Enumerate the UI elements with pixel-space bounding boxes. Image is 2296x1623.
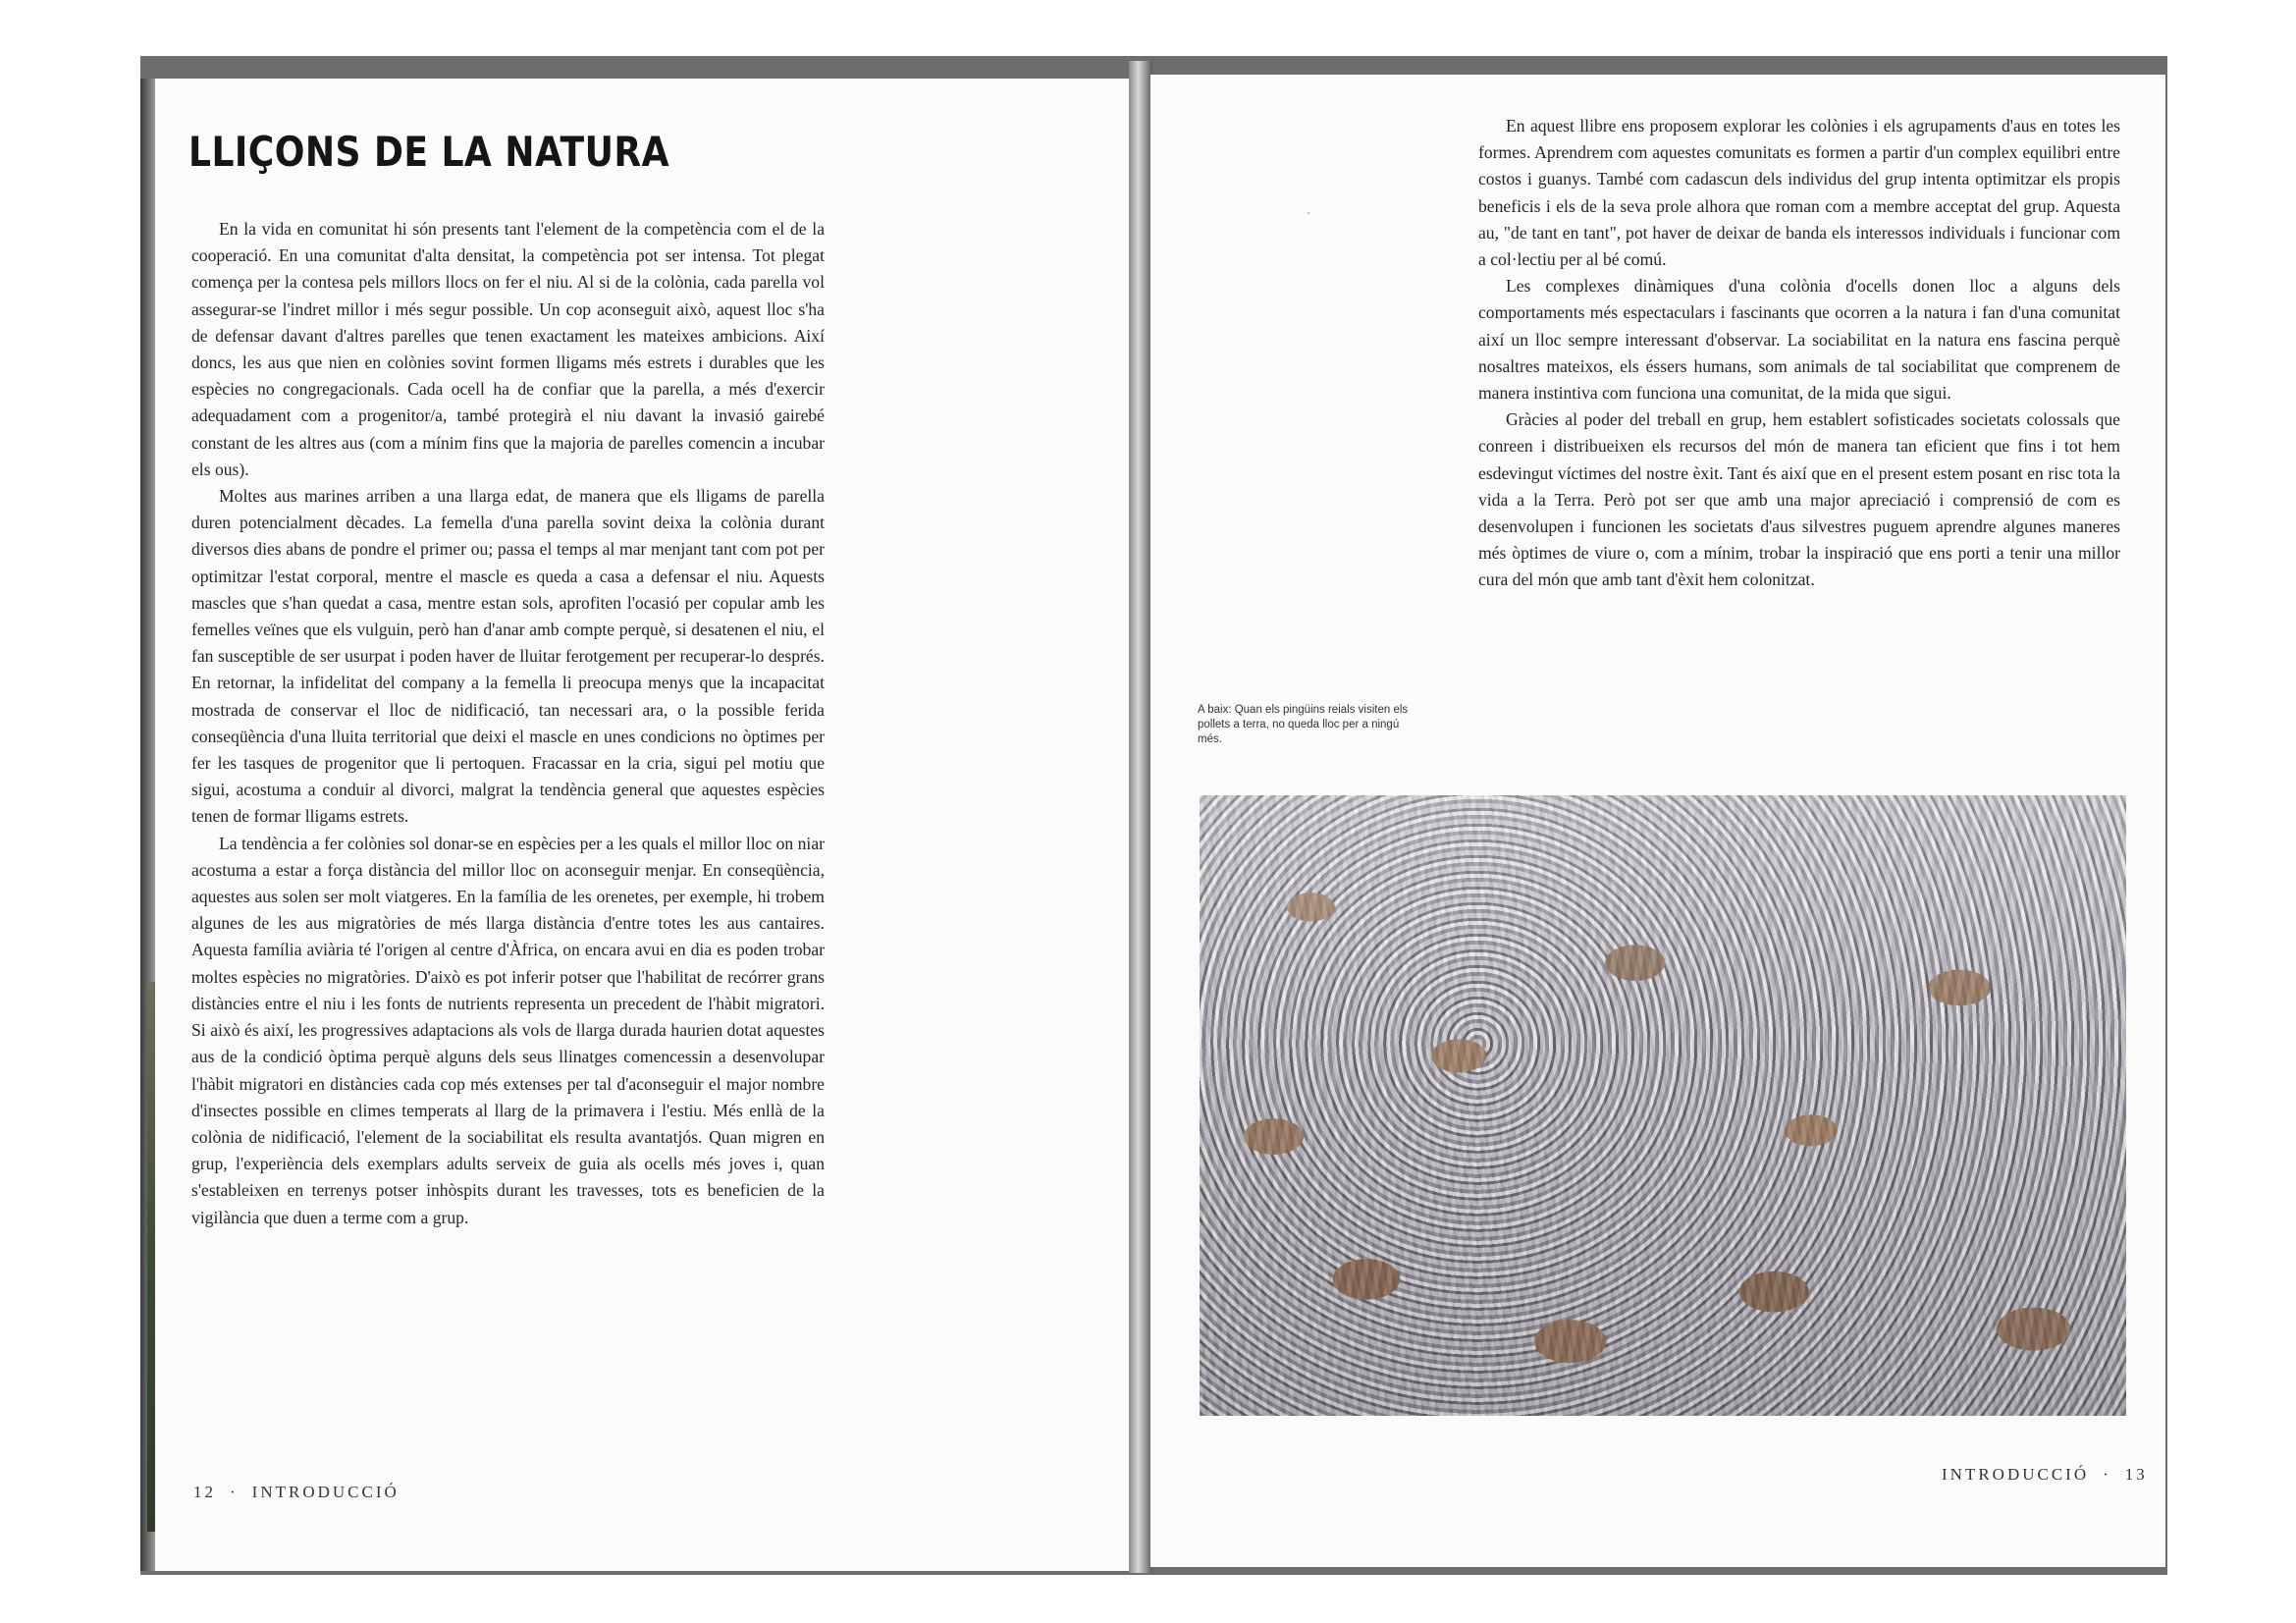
photo-caption: A baix: Quan els pingüins reials visiten els pollets a terra, no queda lloc per a ningú més. (1198, 704, 1409, 745)
paragraph: Les complexes dinàmiques d'una colònia d'ocells donen lloc a alguns dels comportaments més espectaculars i fascinants que ocorren a la natura i fan d'una comunitat així un lloc sempre interessant d'observar. La sociabilitat en la natura ens fascina perquè nosaltres mateixos, els éssers humans, som animals de tal sociabilitat que comprenem de manera instintiva com funciona una comunitat, de la mida que sigui. (1478, 276, 2120, 404)
left-body-text (191, 216, 825, 1231)
book-gutter (1129, 61, 1152, 1573)
right-folio (1942, 1465, 2148, 1485)
scan-speck (1308, 212, 1309, 214)
page-number: 13 (2124, 1465, 2148, 1484)
paragraph: En la vida en comunitat hi són presents tant l'element de la competència com el de la cooperació. En una comunitat d'alta densitat, la competència pot ser intensa. Tot plegat comença per la contesa pels millors llocs on fer el niu. Al si de la colònia, cada parella vol assegurar-se l'indret millor i més segur possible. Un cop aconseguit això, aquest lloc s'ha de defensar davant d'altres parelles que tenen exactament les mateixes ambicions. Així doncs, les aus que nien en colònies sovint formen lligams més estrets i durables que les espècies no congregacionals. Cada ocell ha de confiar que la parella, a més d'exercir adequadament com a progenitor/a, també protegirà el niu davant la invasió gairebé constant de les altres aus (com a mínim fins que la majoria de parelles comencin a incubar els ous). (191, 219, 825, 479)
folio-separator: · (2103, 1465, 2111, 1484)
running-head: INTRODUCCIÓ (1942, 1465, 2090, 1484)
left-page (155, 79, 1137, 1571)
paragraph: Gràcies al poder del treball en grup, hem establert sofisticades societats colossals que conreen i distribueixen els recursos del món de manera tan eficient que fins i tot hem esdevingut víctimes del nostre èxit. Tant és així que en el present estem posant en risc tota la vida a la Terra. Però pot ser que amb una major apreciació i comprensió de com es desenvolupen i funcionen les societats d'aus silvestres puguem aprendre algunes maneres més òptimes de viure o, com a mínim, trobar la inspiració que ens porti a tenir una millor cura del món que amb tant d'èxit hem colonitzat. (1478, 409, 2120, 590)
paragraph: En aquest llibre ens proposem explorar les colònies i els agrupaments d'aus en totes les formes. Aprendrem com aquestes comunitats es formen a partir d'un complex equilibri entre costos i guanys. També com cadascun dels individus del grup intenta optimitzar els propis beneficis i els de la seva prole alhora que roman com a membre acceptat del grup. Aquesta au, "de tant en tant", pot haver de deixar de banda els interessos individuals i funcionar com a col·lectiu per al bé comú. (1478, 116, 2120, 270)
paragraph: Moltes aus marines arriben a una llarga edat, de manera que els lligams de parella duren potencialment dècades. La femella d'una parella sovint deixa la colònia durant diversos dies abans de pondre el primer ou; passa el temps al mar menjant tant com pot per optimitzar l'estat corporal, mentre el mascle es queda a casa a defensar el niu. Aquests mascles que s'han quedat a casa, mentre estan sols, aprofiten l'ocasió per copular amb les femelles veïnes que els vulguin, però han d'anar amb compte perquè, si desatenen el niu, el fan susceptible de ser usurpat i poden haver de lluitar ferotgement per recuperar-lo després. En retornar, la infidelitat del company a la femella li preocupa menys que la incapacitat mostrada de conservar el lloc de nidificació, tan necessari ara, o la possible ferida conseqüència d'una lluita territorial que deixi el mascle en unes condicions no òptimes per fer les tasques de progenitor que li pertoquen. Fracassar en la cria, sigui pel motiu que sigui, acostuma a conduir al divorci, malgrat la tendència general que aquestes espècies tenen de formar lligams estrets. (191, 486, 825, 827)
folio-separator: · (230, 1483, 239, 1501)
right-body-text (1478, 113, 2120, 594)
page-title: LLIÇONS DE LA NATURA (188, 128, 669, 176)
running-head: INTRODUCCIÓ (251, 1483, 400, 1501)
page-number: 12 (193, 1483, 216, 1501)
paragraph: La tendència a fer colònies sol donar-se en espècies per a les quals el millor lloc on niar acostuma a estar a força distància del millor lloc on aconseguir menjar. En conseqüència, aquestes aus solen ser molt viatgeres. En la família de les orenetes, per exemple, hi trobem algunes de les aus migratòries de més llarga distància d'entre totes les aus cantaires. Aquesta família aviària té l'origen al centre d'Àfrica, on encara avui en dia es poden trobar moltes espècies no migratòries. D'això es pot inferir potser que l'habilitat de recórrer grans distàncies entre el niu i les fonts de nutrients representa un precedent de l'hàbit migratori. Si això és així, les progressives adaptacions als vols de llarga durada haurien dotat aquestes aus de la condició òptima perquè alguns dels seus llinatges comencessin a desenvolupar l'hàbit migratori en distàncies cada cop més extenses per tal d'aconseguir el major nombre d'insectes possible en climes temperats al llarg de la primavera i l'estiu. Més enllà de la colònia de nidificació, l'element de la sociabilitat els resulta avantatjós. Quan migren en grup, l'experiència dels exemplars adults serveix de guia als ocells més joves i, quan s'estableixen en terrenys potser inhòspits durant les travesses, tots es beneficien de la vigilància que duen a terme com a grup. (191, 833, 825, 1227)
left-folio (193, 1483, 400, 1502)
right-page (1150, 75, 2165, 1567)
photo-texture (1200, 795, 2126, 1416)
penguin-colony-photo (1200, 795, 2126, 1416)
